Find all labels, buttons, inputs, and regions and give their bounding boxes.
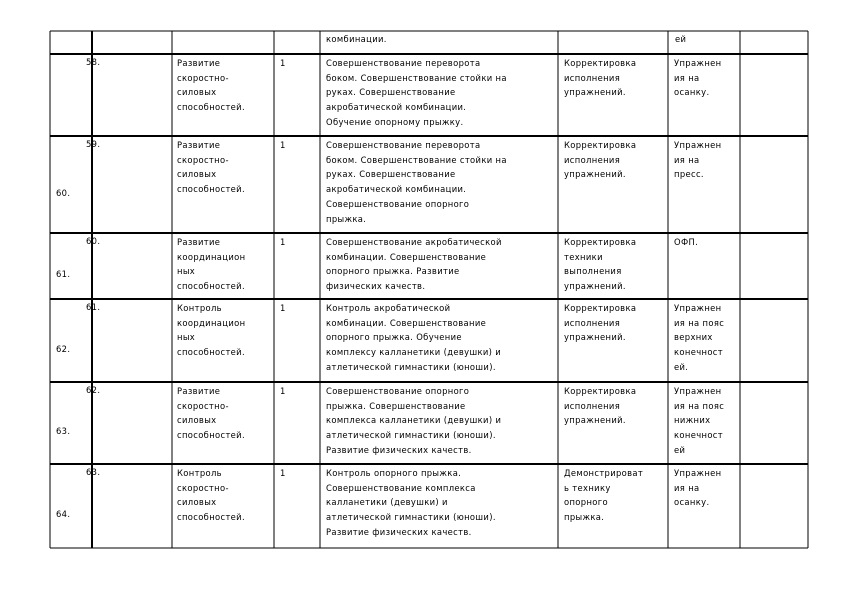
content-cell: Совершенствование опорного прыжка. Совершенствование комплекса калланетики (девушки) и атлетической гимнастики (юноши). Развитие физических качеств. <box>326 386 502 455</box>
homework-cell: Упражнен ия на пресс. <box>674 140 722 180</box>
content-cell: Совершенствование акробатической комбинации. Совершенствование опорного прыжка. Развитие физических качеств. <box>326 237 502 292</box>
topic-cell: Контроль скоростно- силовых способностей. <box>177 468 245 523</box>
hours-cell: 1 <box>280 468 286 478</box>
row-number-below: 62. <box>56 343 71 354</box>
row-number-below: 61. <box>56 269 71 279</box>
hours-cell: 1 <box>280 58 286 68</box>
homework-cell: Упражнен ия на пояс нижних конечност ей <box>674 386 725 455</box>
row-number: 59. <box>86 139 101 149</box>
homework-cell: Упражнен ия на осанку. <box>674 58 722 98</box>
continuation-content-cell: комбинации. <box>326 34 387 44</box>
row-number: 63. <box>86 467 101 477</box>
control-cell: Демонстрироват ь технику опорного прыжка. <box>564 468 644 523</box>
content-cell: Совершенствование переворота боком. Совершенствование стойки на руках. Совершенствование акробатической комбинации. Обучение опорному прыжку. <box>326 58 507 127</box>
row-number: 58. <box>86 57 101 67</box>
row-number-below: 60. <box>56 187 71 198</box>
homework-cell: ОФП. <box>674 237 699 247</box>
control-cell: Корректировка техники выполнения упражнений. <box>564 237 637 292</box>
row-number: 61. <box>86 302 101 312</box>
topic-cell: Развитие скоростно- силовых способностей. <box>177 140 245 195</box>
hours-cell: 1 <box>280 237 286 247</box>
content-cell: Контроль опорного прыжка. Совершенствование комплекса калланетики (девушки) и атлетической гимнастики (юноши). Развитие физических качеств. <box>326 468 496 537</box>
topic-cell: Развитие скоростно- силовых способностей. <box>177 58 245 113</box>
continuation-homework-cell: ей <box>675 34 687 44</box>
hours-cell: 1 <box>280 386 286 396</box>
control-cell: Корректировка исполнения упражнений. <box>564 140 637 180</box>
content-cell: Совершенствование переворота боком. Совершенствование стойки на руках. Совершенствование акробатической комбинации. Совершенствование опорного прыжка. <box>326 140 507 224</box>
row-number-below: 63. <box>56 426 71 436</box>
homework-cell: Упражнен ия на осанку. <box>674 468 722 508</box>
hours-cell: 1 <box>280 303 286 313</box>
control-cell: Корректировка исполнения упражнений. <box>564 386 637 426</box>
row-number: 62. <box>86 385 101 395</box>
content-cell: Контроль акробатической комбинации. Совершенствование опорного прыжка. Обучение комплексу калланетики (девушки) и атлетической гимнастики (юноши). <box>326 303 502 372</box>
control-cell: Корректировка исполнения упражнений. <box>564 303 637 343</box>
topic-cell: Развитие скоростно- силовых способностей. <box>177 386 245 441</box>
topic-cell: Развитие координацион ных способностей. <box>177 237 246 292</box>
homework-cell: Упражнен ия на пояс верхних конечност ей. <box>674 303 725 372</box>
row-number-below: 64. <box>56 509 71 519</box>
control-cell: Корректировка исполнения упражнений. <box>564 58 637 98</box>
topic-cell: Контроль координацион ных способностей. <box>177 303 246 358</box>
row-number: 60. <box>86 236 101 246</box>
hours-cell: 1 <box>280 140 286 150</box>
